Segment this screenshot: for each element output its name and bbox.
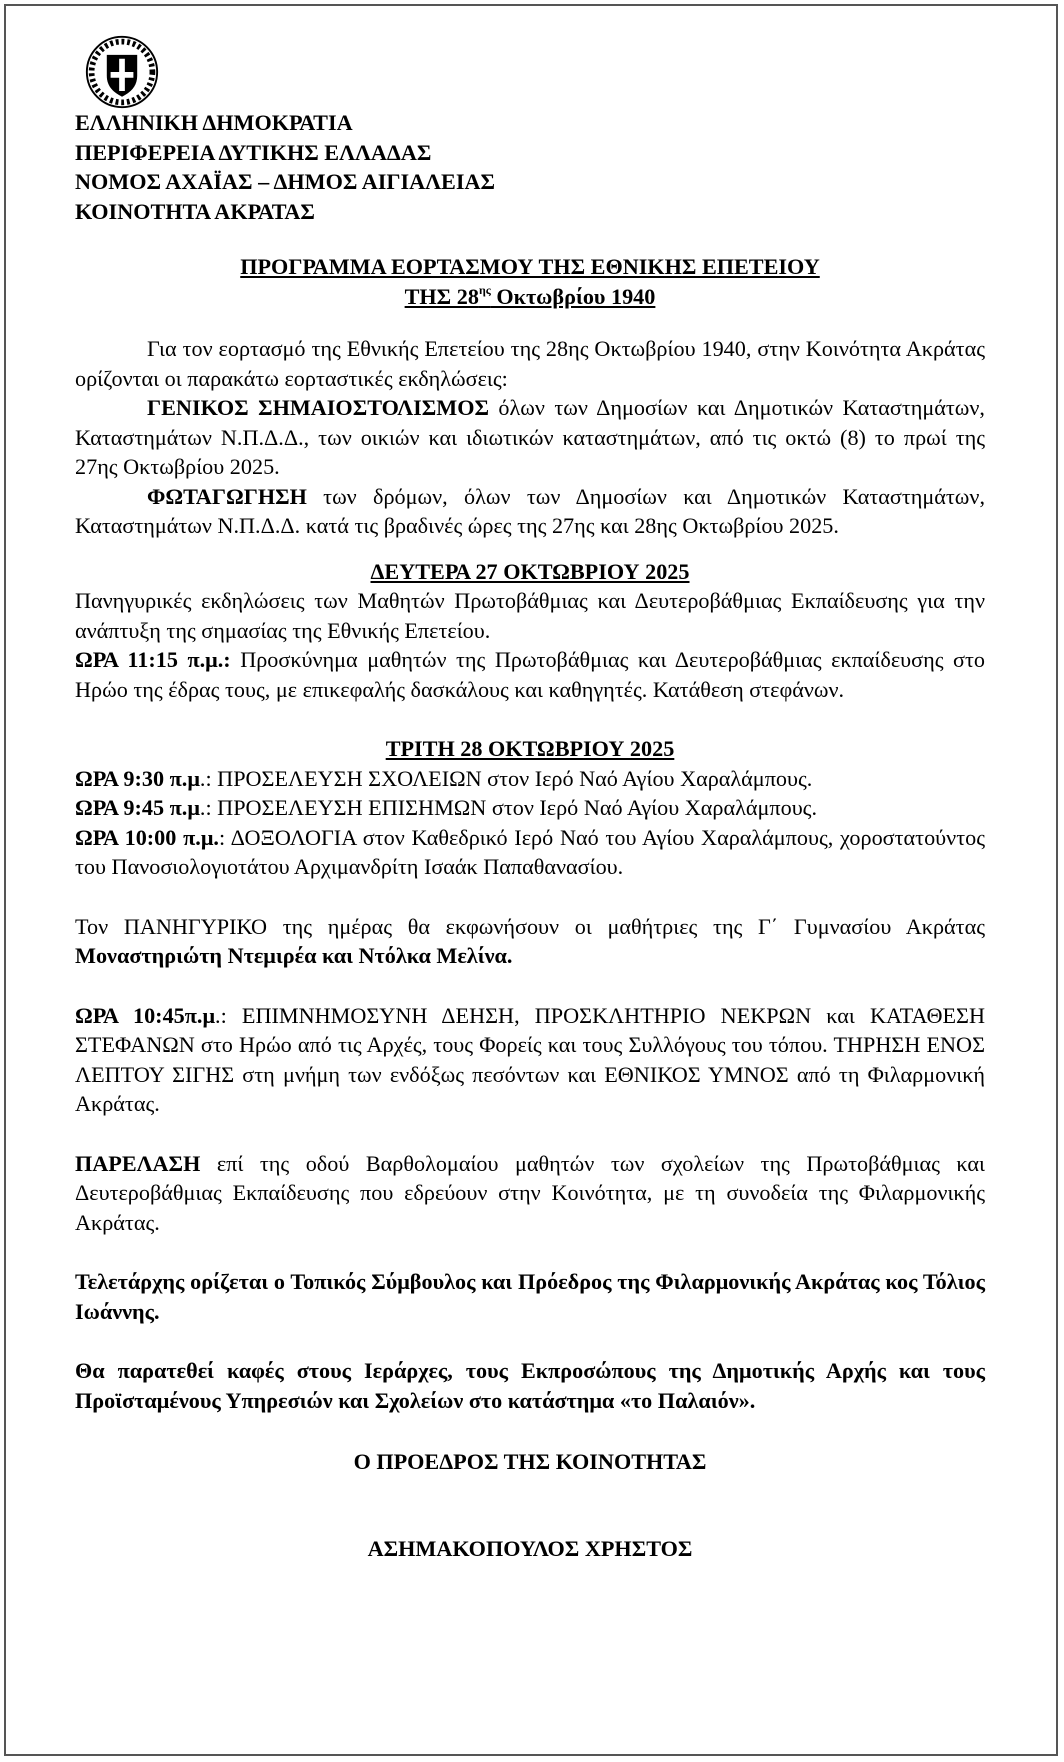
title-line-2 [75, 282, 985, 312]
lighting-text: των δρόμων, όλων των Δημοσίων και Δημοτικών Καταστημάτων, Καταστημάτων Ν.Π.Δ.Δ. κατά τις βραδινές ώρες της 27ης και 28ης Οκτωβρίου 2025. [75, 483, 985, 538]
flags-paragraph [75, 393, 985, 482]
speakers-names: Μοναστηριώτη Ντεμιρέα και Ντόλκα Μελίνα. [75, 943, 513, 968]
header-line: ΕΛΛΗΝΙΚΗ ΔΗΜΟΚΡΑΤΙΑ [75, 110, 353, 135]
speech-paragraph [75, 912, 985, 971]
event-time: ΩΡΑ 10:00 π.μ. [75, 824, 219, 850]
event-time: ΩΡΑ 10:45π.μ [75, 1002, 216, 1028]
monday-intro: Πανηγυρικές εκδηλώσεις των Μαθητών Πρωτοβάθμιας και Δευτεροβάθμιας Εκπαίδευσης για την ανάπτυξη της σημασίας της Εθνικής Επετείου. [75, 588, 985, 643]
lighting-label: ΦΩΤΑΓΩΓΗΣΗ [147, 483, 307, 509]
event-text: : ΔΟΞΟΛΟΓΙΑ στον Καθεδρικό Ιερό Ναό του Αγίου Χαραλάμπους, χοροστατούντος του Πανοσιολογιοτάτου Αρχιμανδρίτη Ισαάκ Παπαθανασίου. [75, 824, 985, 879]
header-line: ΚΟΙΝΟΤΗΤΑ ΑΚΡΑΤΑΣ [75, 198, 315, 224]
event-time: ΩΡΑ 9:45 π.μ [75, 795, 200, 820]
issuer-header [75, 108, 985, 226]
flags-text: όλων των Δημοσίων και Δημοτικών Καταστημάτων, Καταστημάτων Ν.Π.Δ.Δ., των οικιών και ιδιωτικών καταστημάτων, από τις οκτώ (8) το πρωί της 27ης Οκτωβρίου 2025. [75, 395, 985, 479]
title-text: ΤΗΣ 28 [404, 283, 479, 309]
event-text: .: ΠΡΟΣΕΛΕΥΣΗ ΣΧΟΛΕΙΩΝ στον Ιερό Ναό Αγίου Χαραλάμπους. [199, 765, 813, 791]
tuesday-event [75, 793, 985, 823]
event-text: .: ΠΡΟΣΕΛΕΥΣΗ ΕΠΙΣΗΜΩΝ στον Ιερό Ναό Αγίου Χαραλάμπους. [199, 795, 818, 820]
event-text: .: ΕΠΙΜΝΗΜΟΣΥΝΗ ΔΕΗΣΗ, ΠΡΟΣΚΛΗΤΗΡΙΟ ΝΕΚΡΩΝ και ΚΑΤΑΘΕΣΗ ΣΤΕΦΑΝΩΝ στο Ηρώο από τις Αρχές, τους Φορείς και τους Συλλόγους του τόπου. ΤΗΡΗΣΗ ΕΝΟΣ ΛΕΠΤΟΥ ΣΙΓΗΣ στη μνήμη των ενδόξως πεσόντων και ΕΘΝΙΚΟΣ ΥΜΝΟΣ από τη Φιλαρμονική Ακράτας. [75, 1002, 985, 1116]
intro-paragraph: Για τον εορτασμό της Εθνικής Επετείου της 28ης Οκτωβρίου 1940, στην Κοινότητα Ακράτας ορίζονται οι παρακάτω εορταστικές εκδηλώσεις: [75, 336, 985, 391]
parade-label: ΠΑΡΕΛΑΣΗ [75, 1150, 201, 1176]
memorial-paragraph [75, 1001, 985, 1119]
header-line: ΠΕΡΙΦΕΡΕΙΑ ΔΥΤΙΚΗΣ ΕΛΛΑΔΑΣ [75, 139, 432, 165]
parade-text: επί της οδού Βαρθολομαίου μαθητών των σχολείων της Πρωτοβάθμιας και Δευτεροβάθμιας Εκπαίδευσης που εδρεύουν στην Κοινότητα, με τη συνοδεία της Φιλαρμονικής Ακράτας. [75, 1150, 985, 1235]
document-title [75, 252, 985, 311]
parade-paragraph [75, 1149, 985, 1238]
marshal-paragraph: Τελετάρχης ορίζεται ο Τοπικός Σύμβουλος και Πρόεδρος της Φιλαρμονικής Ακράτας κος Τόλιος Ιωάννης. [75, 1269, 985, 1324]
tuesday-event [75, 823, 985, 882]
flags-label: ΓΕΝΙΚΟΣ ΣΗΜΑΙΟΣΤΟΛΙΣΜΟΣ [147, 395, 489, 420]
lighting-paragraph [75, 482, 985, 541]
greek-coat-of-arms-icon [84, 34, 160, 110]
signatory-name: ΑΣΗΜΑΚΟΠΟΥΛΟΣ ΧΡΗΣΤΟΣ [367, 1535, 693, 1561]
event-time: ΩΡΑ 11:15 π.μ.: [75, 647, 231, 672]
speech-text: Τον ΠΑΝΗΓΥΡΙΚΟ της ημέρας θα εκφωνήσουν οι μαθήτριες της Γ΄ Γυμνασίου Ακράτας [75, 913, 985, 939]
monday-heading: ΔΕΥΤΕΡΑ 27 ΟΚΤΩΒΡΙΟΥ 2025 [370, 558, 690, 584]
event-text: Προσκύνημα μαθητών της Πρωτοβάθμιας και Δευτεροβάθμιας εκπαίδευσης στο Ηρώο της έδρας τους, με επικεφαλής δασκάλους και καθηγητές. Κατάθεση στεφάνων. [75, 647, 985, 702]
event-time: ΩΡΑ 9:30 π.μ [75, 765, 200, 791]
monday-event [75, 645, 985, 704]
title-text: Οκτωβρίου 1940 [490, 283, 656, 309]
title-line-1: ΠΡΟΓΡΑΜΜΑ ΕΟΡΤΑΣΜΟΥ ΤΗΣ ΕΘΝΙΚΗΣ ΕΠΕΤΕΙΟΥ [240, 254, 820, 279]
signatory-role: Ο ΠΡΟΕΔΡΟΣ ΤΗΣ ΚΟΙΝΟΤΗΤΑΣ [353, 1449, 707, 1474]
title-superscript: ης [478, 282, 491, 297]
tuesday-event [75, 764, 985, 794]
coffee-paragraph: Θα παρατεθεί καφές στους Ιεράρχες, τους Εκπροσώπους της Δημοτικής Αρχής και τους Προϊσταμένους Υπηρεσιών και Σχολείων στο κατάστημα «το Παλαιόν». [75, 1358, 985, 1413]
header-line: ΝΟΜΟΣ ΑΧΑΪΑΣ – ΔΗΜΟΣ ΑΙΓΙΑΛΕΙΑΣ [75, 169, 496, 194]
tuesday-heading: ΤΡΙΤΗ 28 ΟΚΤΩΒΡΙΟΥ 2025 [385, 736, 675, 761]
document-body [75, 108, 985, 1563]
